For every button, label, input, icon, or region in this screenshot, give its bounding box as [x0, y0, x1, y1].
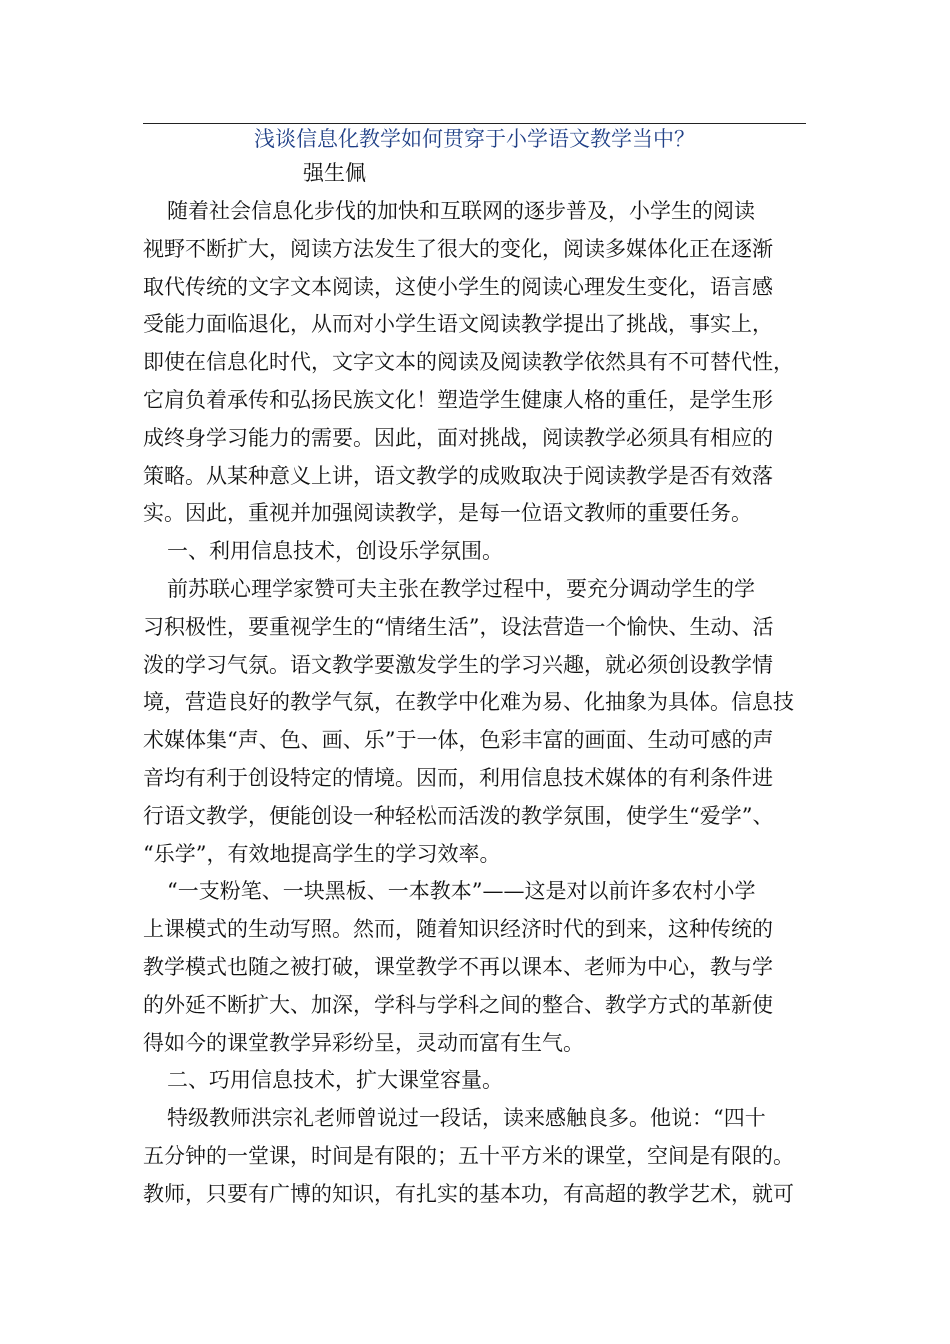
text-line: 的外延不断扩大、加深，学科与学科之间的整合、教学方式的革新使: [143, 992, 773, 1017]
text-line: 特级教师洪宗礼老师曾说过一段话，读来感触良多。他说：“四十: [167, 1106, 766, 1131]
document-title: 浅谈信息化教学如何贯穿于小学语文教学当中？: [254, 127, 695, 151]
text-line: 教师，只要有广博的知识，有扎实的基本功，有高超的教学艺术，就可: [143, 1181, 794, 1206]
text-line: 五分钟的一堂课，时间是有限的；五十平方米的课堂，空间是有限的。: [143, 1143, 794, 1168]
body-text: [143, 193, 806, 1214]
text-line: 取代传统的文字文本阅读，这使小学生的阅读心理发生变化，语言感: [143, 274, 773, 299]
text-line: 行语文教学，便能创设一种轻松而活泼的教学氛围，使学生“爱学”、: [143, 803, 774, 828]
text-line: 随着社会信息化步伐的加快和互联网的逐步普及，小学生的阅读: [167, 199, 755, 223]
text-line: 视野不断扩大，阅读方法发生了很大的变化，阅读多媒体化正在逐渐: [143, 236, 773, 261]
text-line: 它肩负着承传和弘扬民族文化！塑造学生健康人格的重任，是学生形: [143, 387, 773, 412]
text-line: 术媒体集“声、色、画、乐”于一体，色彩丰富的画面、生动可感的声: [143, 728, 774, 753]
text-line: “乐学”，有效地提高学生的学习效率。: [143, 841, 501, 866]
text-line: 受能力面临退化，从而对小学生语文阅读教学提出了挑战，事实上，: [143, 312, 773, 337]
text-line: 二、巧用信息技术，扩大课堂容量。: [167, 1068, 503, 1093]
text-line: 泼的学习气氛。语文教学要激发学生的学习兴趣，就必须创设教学情: [143, 652, 773, 677]
text-line: 成终身学习能力的需要。因此，面对挑战，阅读教学必须具有相应的: [143, 425, 773, 450]
text-line: 教学模式也随之被打破，课堂教学不再以课本、老师为中心，教与学: [143, 954, 773, 979]
text-line: 实。因此，重视并加强阅读教学，是每一位语文教师的重要任务。: [143, 501, 752, 526]
text-line: 得如今的课堂教学异彩纷呈，灵动而富有生气。: [143, 1030, 584, 1055]
text-line: 上课模式的生动写照。然而，随着知识经济时代的到来，这种传统的: [143, 917, 773, 942]
text-line: 境，营造良好的教学气氛，在教学中化难为易、化抽象为具体。信息技: [143, 690, 794, 715]
author-name: 强生佩: [303, 161, 366, 185]
text-line: 策略。从某种意义上讲，语文教学的成败取决于阅读教学是否有效落: [143, 463, 773, 488]
text-line: “一支粉笔、一块黑板、一本教本”——这是对以前许多农村小学: [167, 879, 756, 904]
text-line: 一、利用信息技术，创设乐学氛围。: [167, 539, 503, 564]
text-line: 习积极性，要重视学生的“情绪生活”，设法营造一个愉快、生动、活: [143, 614, 774, 639]
text-line: 前苏联心理学家赞可夫主张在教学过程中，要充分调动学生的学: [167, 576, 755, 601]
text-line: 音均有利于创设特定的情境。因而，利用信息技术媒体的有利条件进: [143, 765, 773, 790]
text-line: 即使在信息化时代，文字文本的阅读及阅读教学依然具有不可替代性，: [143, 350, 794, 375]
